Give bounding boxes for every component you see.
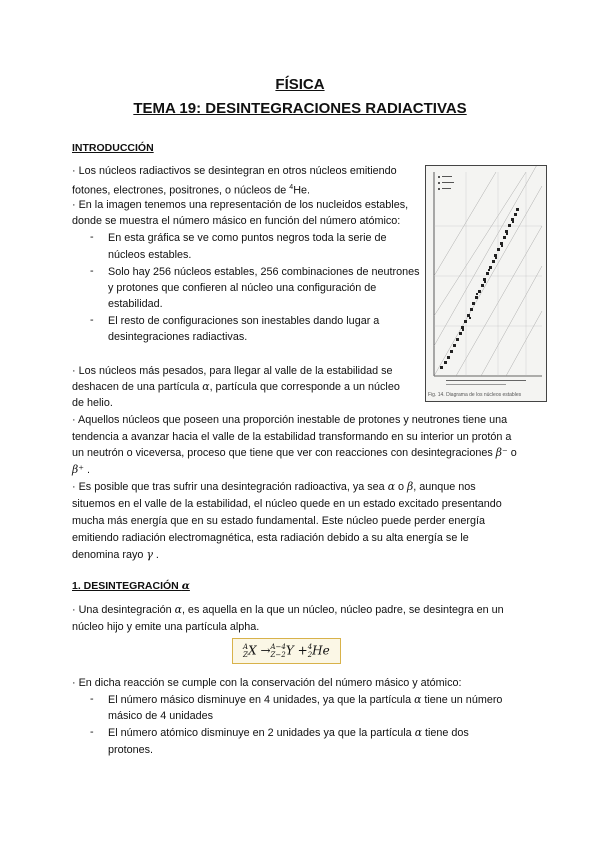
helium-mass-number: 4 — [307, 643, 313, 651]
intro-p4-line3 — [72, 446, 517, 460]
section1-heading-text: 1. DESINTEGRACIÓN — [72, 580, 182, 592]
gamma-symbol: γ — [146, 548, 153, 561]
section1-bullet2-line1b: tiene dos — [422, 727, 469, 739]
alpha-symbol: α — [202, 380, 210, 393]
section1-line2: núcleo hijo y emite una partícula alpha. — [72, 621, 260, 633]
section1-line1b: , es aquella en la que un núcleo, núcleo padre, se desintegra en un — [181, 604, 504, 616]
intro-p2-line2: donde se muestra el número másico en función del número atómico: — [72, 215, 401, 227]
helium-nucleus: He — [312, 643, 330, 658]
intro-bullet1-line2: núcleos estables. — [108, 249, 192, 261]
alpha-symbol: α — [181, 580, 190, 592]
section1-line1a: · Una desintegración — [72, 604, 175, 616]
intro-p5-line5 — [72, 548, 159, 562]
parent-nucleus: X — [248, 643, 257, 658]
intro-bullet3-line2: desintegraciones radiactivas. — [108, 331, 248, 343]
intro-p5-line2: situemos en el valle de la estabilidad, el núcleo quede en un estado excitado presentando — [72, 498, 502, 510]
intro-p3-line3: de helio. — [72, 397, 113, 409]
intro-p4-dot: . — [83, 464, 90, 476]
nuclide-stability-chart-icon — [426, 166, 546, 401]
child-mass-number: A−4 — [270, 643, 286, 651]
beta-plus-symbol: β⁺ — [72, 463, 84, 476]
helium-atomic-number: 2 — [307, 651, 313, 659]
section1-line1 — [72, 603, 504, 617]
intro-p5-line5a: denomina rayo — [72, 549, 147, 561]
section1-bullet2-line1a: El número atómico disminuye en 2 unidades ya que la partícula — [108, 727, 415, 739]
section1-bullet1-line1 — [108, 693, 502, 707]
intro-p5-line1a: · Es posible que tras sufrir una desintegración radioactiva, ya sea — [72, 481, 388, 493]
intro-p5-or: o — [394, 481, 407, 493]
plus-sign: + — [297, 643, 308, 658]
child-atomic-number: Z−2 — [270, 651, 286, 659]
section1-heading — [72, 580, 190, 592]
intro-p4-or: o — [507, 447, 517, 459]
intro-p4-line2: tendencia a avanzar hacia el valle de la estabilidad transformando en su interior un protón a — [72, 431, 512, 443]
bullet-dash: - — [90, 693, 94, 705]
child-indices — [271, 643, 286, 659]
bullet-dash: - — [90, 314, 94, 326]
nuclide-chart-figure — [425, 165, 547, 402]
intro-p5-line3: mucha más energía que en su estado fundamental. Este núcleo puede perder energía — [72, 515, 485, 527]
helium-mass-sup: 4 — [289, 184, 294, 191]
child-nucleus: Y — [285, 643, 294, 658]
bullet-dash: - — [90, 231, 94, 243]
parent-mass-number: A — [243, 643, 249, 651]
intro-p3-line2a: deshacen de una partícula — [72, 381, 203, 393]
reaction-arrow: → — [260, 643, 271, 658]
section1-bullet1-line1b: tiene un número — [421, 694, 503, 706]
intro-p5-line1b: , aunque nos — [413, 481, 476, 493]
intro-bullet2-line2: y protones que confieren al núcleo una configuración de — [108, 282, 377, 294]
intro-p4-line1: · Aquellos núcleos que poseen una proporción inestable de protones y neutrones tiene una — [72, 414, 508, 426]
beta-symbol: β — [407, 480, 414, 493]
intro-p3-line2 — [72, 380, 400, 394]
intro-p4-line3a: un neutrón o viceversa, proceso que tiene que ver con reacciones con desintegraciones — [72, 447, 496, 459]
intro-p5-line1 — [72, 480, 476, 494]
page-subject: FÍSICA — [275, 76, 325, 93]
beta-minus-symbol: β⁻ — [495, 446, 508, 459]
intro-p3-line1: · Los núcleos más pesados, para llegar al valle de la estabilidad se — [72, 365, 393, 377]
intro-bullet2-line1: Solo hay 256 núcleos estables, 256 combinaciones de neutrones — [108, 266, 420, 278]
intro-p1-line2 — [72, 181, 310, 198]
alpha-symbol: α — [387, 480, 395, 493]
intro-bullet3-line1: El resto de configuraciones son inestables dando lugar a — [108, 315, 380, 327]
intro-p5-line4: emitiendo radiación electromagnética, esta radiación debido a su alta energía se le — [72, 532, 469, 544]
intro-p3-line2b: , partícula que corresponde a un núcleo — [209, 381, 400, 393]
section1-bullet2-line2: protones. — [108, 744, 154, 756]
alpha-symbol: α — [414, 726, 422, 739]
alpha-decay-equation — [232, 638, 341, 664]
bullet-dash: - — [90, 726, 94, 738]
parent-atomic-number: Z — [243, 651, 248, 659]
intro-p4-line4 — [72, 463, 90, 477]
section1-line3: · En dicha reacción se cumple con la conservación del número másico y atómico: — [72, 677, 462, 689]
intro-p1-line2a: fotones, electrones, positrones, o núcleos de — [72, 184, 290, 197]
intro-p1-line2b: He. — [293, 184, 310, 197]
intro-p2-line1: · En la imagen tenemos una representación de los nucleidos estables, — [72, 199, 409, 211]
section1-bullet1-line2: másico de 4 unidades — [108, 710, 214, 722]
alpha-symbol: α — [414, 693, 422, 706]
intro-bullet2-line3: estabilidad. — [108, 298, 163, 310]
figure-caption: Fig. 14. Diagrama de los núcleos estables — [428, 392, 522, 398]
intro-p1-line1: · Los núcleos radiactivos se desintegran en otros núcleos emitiendo — [72, 165, 397, 177]
alpha-symbol: α — [174, 603, 182, 616]
section1-bullet2-line1 — [108, 726, 469, 740]
page-title: TEMA 19: DESINTEGRACIONES RADIACTIVAS — [133, 100, 467, 117]
intro-heading: INTRODUCCIÓN — [72, 142, 154, 154]
intro-bullet1-line1: En esta gráfica se ve como puntos negros toda la serie de — [108, 232, 387, 244]
intro-p5-line5b: . — [152, 549, 159, 561]
section1-bullet1-line1a: El número másico disminuye en 4 unidades, ya que la partícula — [108, 694, 415, 706]
bullet-dash: - — [90, 265, 94, 277]
